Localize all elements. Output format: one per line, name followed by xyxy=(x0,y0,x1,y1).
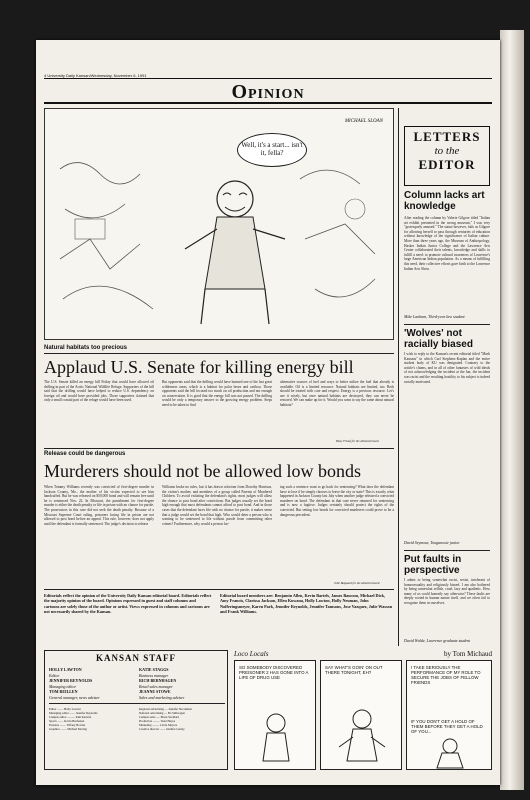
page-spine xyxy=(500,30,524,790)
cartoon-speech-bubble: Well, it's a start... isn't it, fella? xyxy=(237,133,307,167)
staff-name: RICH BERNHAGEN xyxy=(139,678,177,683)
cartoon-scribbles-icon xyxy=(55,149,165,329)
editorial2-column-2: Williams broke no rules, but it has drawn criticism from Dorothy Harrison, the victim's mother, and members of a group called Parents of Murdered Children. To avoid violating the defendant's rights, most judges will allow the chance to post bond after convictions. But judges usually set the bond high enough that most defendants cannot afford to post bond. And in those cases that the defendant faces life with no chance for parole, it makes sense that a judge would set the bond that high. Who would deter a person who is wanting to be sentenced to life without parole from committing other crimes? Furthermore, why would a person fac- xyxy=(162,485,272,526)
section-masthead xyxy=(44,78,492,104)
editorial2-kicker: Release could be dangerous xyxy=(44,451,126,457)
character-icon xyxy=(425,737,475,769)
editorial1-column-2: But opponents said that the drilling would have harmed one of the last great wilderness areas, which is a habitat for polar bears and caribou. Those opponents said the bill focused too much on oil production and not enough on conservation. It is good that the energy bill was not passed. The drilling would be only a temporary answer to the growing energy problem. Steps need to be taken to find xyxy=(162,380,272,407)
comic-panel-1 xyxy=(234,660,316,770)
comic-title: Loco Locals xyxy=(234,650,269,658)
letter2-body: I wish to reply to the Kansan's recent editorial titled "Mark Kansans" in which Carl Stephens-Kaplan and the entire student body of KU was denigrated. Contrary to the article's claims, and in all of other fantasies of wild ideals of not acknowledging the incident at the bar, the incident was racist and the resulting hostility to his subject is indeed racially motivated. xyxy=(404,352,490,384)
newspaper-page xyxy=(36,40,500,785)
staff-name: KATIE STAGGS xyxy=(139,667,169,672)
editorial-board-members: Editorial board members are: Benjamin Allen, Kevin Bartels, James Baucom, Michael Dick, Amy Francis, Clarissa Jackson, Ellen Kuwana, Holly Lawton, Holly Neuman, John Nofferingsmeyer, Karen Park, Jennifer Reynolds, Jennifer Tamsons, Jose Vazquez, Julie Wasson and Frank Williams. xyxy=(220,593,393,614)
letters-banner-line1: LETTERS xyxy=(413,129,481,144)
editorial1-column-3: alternative sources of fuel and ways to better utilize the fuel that already is available. Oil is a limited resource. Natural habitats are limited, too. Both should be treated with care and respect. Energy is a precious resource. Let's use it wisely, but once natural habitats are destroyed, they can never be restored. We can make up for it. Would you want to say the same about natural habitats? xyxy=(280,380,394,407)
letter2-signature: David Seymour, Tonganoxie junior xyxy=(404,540,460,545)
editorial-policy: Editorials reflect the opinion of the University Daily Kansan editorial board. Editorials reflect the majority opinion of the board. Opinions expressed in guest and staff columns and cartoons are solely those of the author or artist. Views expressed in columns and cartoons are not necessarily shared by the Kansan. xyxy=(44,593,212,614)
divider xyxy=(49,703,225,704)
letter3-signature: David Walde, Lawrence graduate student xyxy=(404,638,471,643)
staff-name: JEANNE STOWE xyxy=(139,689,171,694)
letter2-headline: 'Wolves' not racially biased xyxy=(404,328,473,350)
staff-name: HOLLY LAWTON xyxy=(49,667,82,672)
letter1-body: After reading the column by Valerie Gilgore titled "Italian art exhibit presented in the wrong museum," I was very "grotesquely amused." The statue however, fails as Gilgore for allowing herself to pass through centuries of education without knowledge of the significance of Italian culture. More than three years ago, the Museum of Anthropology, Hasker Indian Junior College and the Lawrence Arts Center collaborated their talents, knowledge and skills to fulfill a need: to promote cultural awareness of Lawrence's large American Indian population. As a means of fulfilling this need, their collective efforts gave birth to the Lawrence Indian Arts Show. xyxy=(404,216,490,271)
divider xyxy=(404,550,490,551)
comic-caption: I TAKE SERIOUSLY THE PERFORMANCE OF MY ROLE TO SECURE THE JOBS OF FELLOW FRIENDS xyxy=(411,665,481,685)
comic-panel-3 xyxy=(406,660,492,770)
editorial2-column-1: When Tommy Williams recently was convicted of first-degree murder in Jackson County, Mo., the mother of his victim expected to see him handcuffed. But he was released on $50,000 bond and will remain free until he is sentenced Nov. 22. In Missouri, the punishment for first-degree murder is either the death penalty or life in prison with no chance for parole. The prosecutors in this case did not seek the death penalty. Because of a Missouri Supreme Court ruling, prisoners facing life in prison are not allowed to post bond before an appeal. This rule, however, does not apply until the defendant is formally sentenced. The judge's decision to release xyxy=(44,485,154,526)
divider xyxy=(44,353,394,354)
comic-panel-2 xyxy=(320,660,402,770)
editorial2-credit: Julie Balgaard for the editorial board xyxy=(334,581,380,585)
comic-caption: SAY WHAT'S GOIN' ON OUT THERE TONIGHT, EH? xyxy=(325,665,383,675)
kansan-staff-box xyxy=(44,650,228,770)
comic-caption: IF YOU DON'T GET A HOLD OF THEM BEFORE THEY GET A HOLD OF YOU... xyxy=(411,719,483,734)
staff-role: General manager, news adviser xyxy=(49,694,100,700)
staff-name: JENNIFER REYNOLDS xyxy=(49,678,93,683)
cartoon-debris-icon xyxy=(295,149,390,334)
cartoon-figure-icon xyxy=(175,169,295,329)
cartoon-signature: MICHAEL SLOAN xyxy=(344,119,383,124)
letter3-body: I admit to being somewhat racist, sexist, intolerant of homosexuality and religiously biased. I am also bothered by being somewhat selfish, cruel, lazy and apathetic. How many of us could honestly say otherwise? These faults are deeply rooted in human nature itself, and we often fail to recognize them in ourselves. xyxy=(404,578,490,605)
editorial2-column-3: ing such a sentence want to go back for sentencing? What does the defendant have to lose if he simply chooses to leave the city or state? This is exactly what happened in Jackson County last July when another judge released a convicted murderer on bond. The defendant in that case never returned for sentencing and is now a fugitive. Judges certainly should protect the rights of the convicted. But setting low bonds for convicted murderers could prove to be a dangerous precedent. xyxy=(280,485,394,517)
comic-byline: by Tom Michaud xyxy=(444,650,492,658)
staff-role: Editor xyxy=(49,672,60,678)
staff-role: Sales and marketing adviser xyxy=(139,694,185,700)
staff-role: Retail sales manager xyxy=(139,683,173,689)
editorial1-column-1: The U.S. Senate killed an energy bill Friday that would have allowed oil drilling in part of the Arctic National Wildlife Refuge. Supporters of the bill said that the drilling would have helped to reduce U.S. dependency on foreign oil and would have provided jobs. Those supporters claimed that only a small coastal part of the refuge would have been used. xyxy=(44,380,154,403)
editorial-cartoon xyxy=(44,108,394,340)
letter1-signature: Mike Lanham, Third-year law student xyxy=(404,314,465,319)
staff-role: Managing editor xyxy=(49,683,76,689)
character-icon xyxy=(253,711,299,767)
letters-banner-line2: to the xyxy=(434,145,460,157)
business-staff-list: Regional advertising .... Jennifer Sirockman National advertising .... Bo Stillwagen Campus sales ..... Brian Stoddard Production ......... Trent Hayes Marketing ......... Carrie Meyers Creative director ....... Jennifer Gurley xyxy=(139,707,192,731)
divider xyxy=(404,324,490,325)
staff-left-list xyxy=(49,667,135,700)
staff-name: TOM REILLEN xyxy=(49,689,78,694)
staff-role: Business manager xyxy=(139,672,169,678)
staff-title: KANSAN STAFF xyxy=(95,653,177,663)
comic-strip xyxy=(234,650,492,770)
news-staff-list: Editor ........ Holly Lawton Managing editor ....... Jennifer Reynolds Campus editor .......... Kim Karnatz Sports ........ Kevin Buchanan Features ........ Tiffany Bowles Graphics ........ Michael Moring xyxy=(49,707,98,731)
running-head: 4 University Daily Kansan/Wednesday, November 6, 1991 xyxy=(44,73,147,78)
letters-banner xyxy=(404,126,490,186)
letter1-headline: Column lacks art knowledge xyxy=(404,190,485,212)
section-title: Opinion xyxy=(231,81,305,103)
staff-right-list xyxy=(139,667,225,700)
editorial2-headline: Murderers should not be allowed low bonds xyxy=(44,461,361,481)
letter3-headline: Put faults in perspective xyxy=(404,554,462,576)
column-divider xyxy=(398,108,399,646)
editorial1-headline: Applaud U.S. Senate for killing energy bill xyxy=(44,357,354,377)
letters-banner-line3: EDITOR xyxy=(418,157,476,172)
editorial1-kicker: Natural habitats too precious xyxy=(44,345,128,351)
divider xyxy=(44,448,394,449)
comic-caption: SO SOMEBODY DISCOVERED PREISONER 2 HAS GONE INTO A LIFE OF DRUG USE xyxy=(239,665,309,680)
editorial1-credit: Betsy Friauf for the editorial board xyxy=(336,439,379,443)
character-icon xyxy=(335,707,389,767)
divider xyxy=(44,589,394,590)
